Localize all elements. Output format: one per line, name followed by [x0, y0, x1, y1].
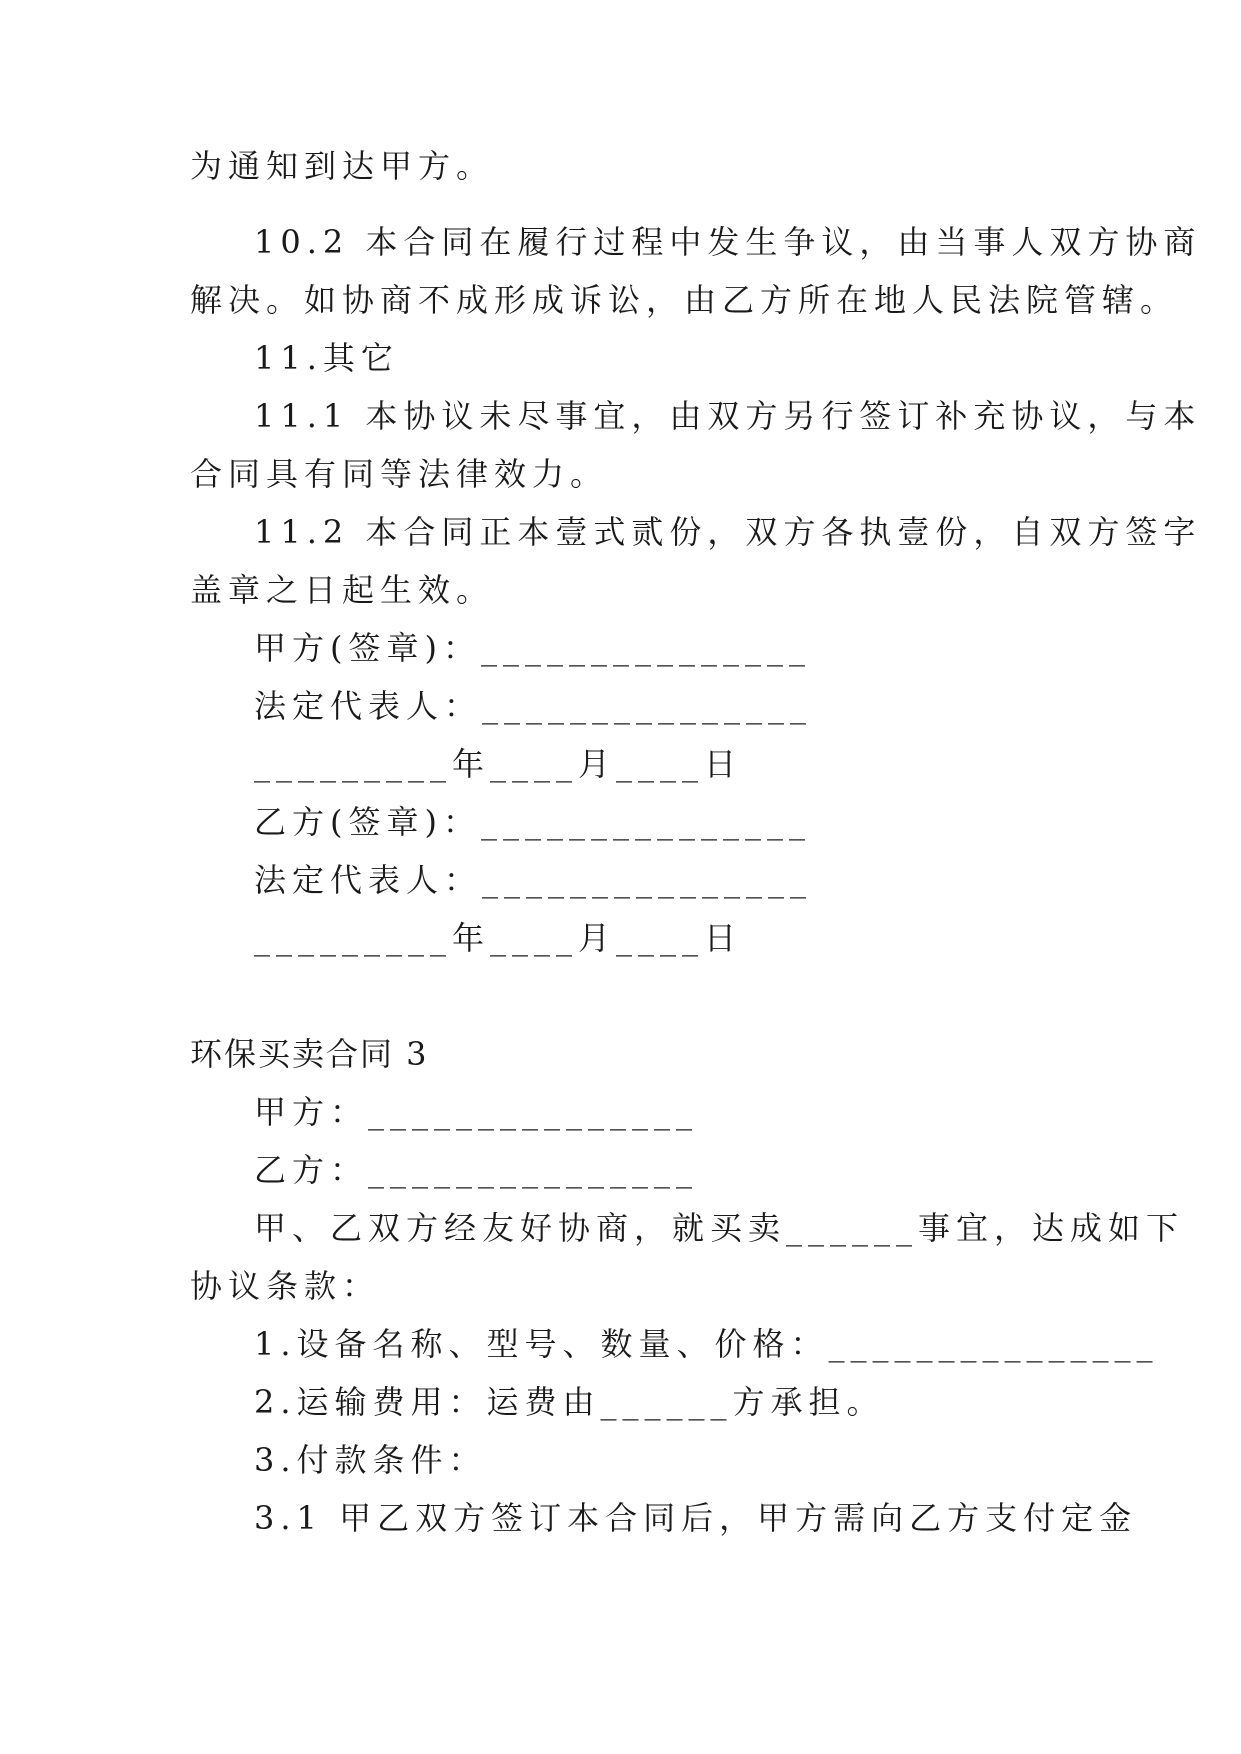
party-a-representative-line: 法定代表人：_______________: [254, 687, 813, 725]
party-b-line: 乙方：_______________: [254, 1151, 699, 1189]
preamble-line: 甲、乙双方经友好协商，就买卖______事宜，达成如下: [254, 1209, 1185, 1247]
clause-3-1: 3.1 甲乙双方签订本合同后，甲方需向乙方支付定金: [254, 1499, 1138, 1537]
clause-1: 1.设备名称、型号、数量、价格：_______________: [254, 1325, 1159, 1363]
clause-10-2: 10.2 本合同在履行过程中发生争议，由当事人双方协商: [254, 223, 1202, 261]
clause-3: 3.付款条件：: [254, 1441, 487, 1479]
party-b-signature-line: 乙方(签章)：_______________: [254, 803, 811, 841]
paragraph-line: 盖章之日起生效。: [190, 571, 495, 609]
paragraph-line: 协议条款：: [190, 1267, 381, 1305]
paragraph-line: 为通知到达甲方。: [190, 147, 495, 185]
paragraph-line: 解决。如协商不成形成诉讼，由乙方所在地人民法院管辖。: [190, 281, 1179, 319]
paragraph-line: 合同具有同等法律效力。: [190, 455, 609, 493]
party-b-representative-line: 法定代表人：_______________: [254, 861, 813, 899]
contract-title: 环保买卖合同 3: [190, 1035, 429, 1073]
party-a-date-line: _________年____月____日: [254, 745, 743, 783]
party-a-signature-line: 甲方(签章)：_______________: [254, 629, 811, 667]
party-b-date-line: _________年____月____日: [254, 919, 743, 957]
clause-11-1: 11.1 本协议未尽事宜，由双方另行签订补充协议，与本: [254, 397, 1202, 435]
section-heading-11: 11.其它: [254, 339, 399, 377]
clause-11-2: 11.2 本合同正本壹式贰份，双方各执壹份，自双方签字: [254, 513, 1202, 551]
party-a-line: 甲方：_______________: [254, 1093, 699, 1131]
clause-2: 2.运输费用：运费由______方承担。: [254, 1383, 885, 1421]
